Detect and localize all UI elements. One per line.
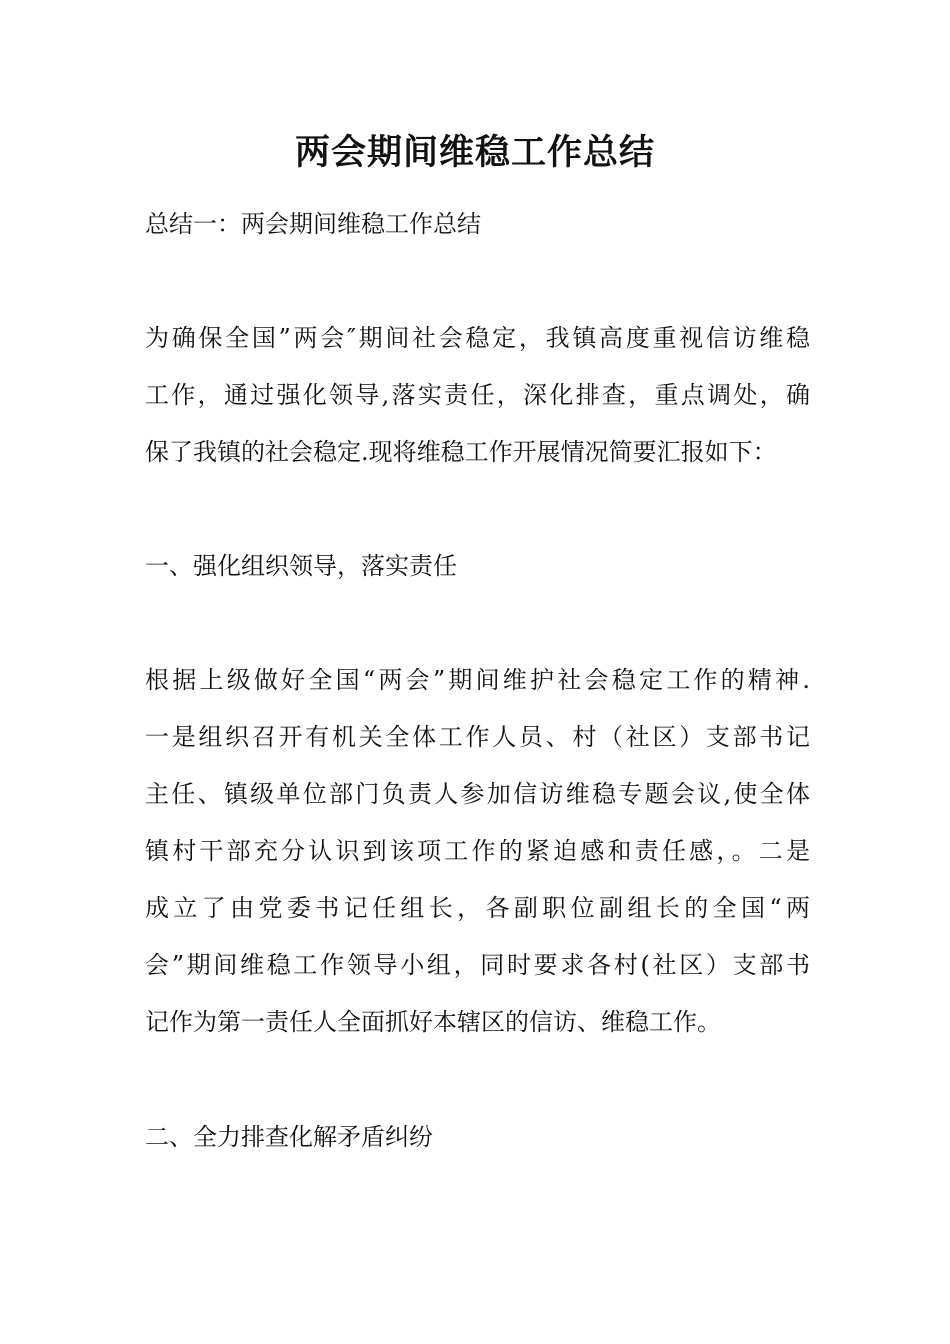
section1-line-6: 会”期间维稳工作领导小组，同时要求各村(社区）支部书 xyxy=(145,951,810,979)
section1-line-1: 根据上级做好全国“两会”期间维护社会稳定工作的精神. xyxy=(145,666,810,694)
document-title: 两会期间维稳工作总结 xyxy=(294,132,655,173)
section1-line-7: 记作为第一责任人全面抓好本辖区的信访、维稳工作。 xyxy=(145,1008,721,1036)
summary-subtitle: 总结一：两会期间维稳工作总结 xyxy=(145,210,481,238)
section-heading-2: 二、全力排查化解矛盾纠纷 xyxy=(145,1123,433,1151)
intro-line-1: 为确保全国”两会″期间社会稳定，我镇高度重视信访维稳 xyxy=(145,324,810,352)
section1-line-3: 主任、镇级单位部门负责人参加信访维稳专题会议,使全体 xyxy=(145,780,810,808)
section1-line-4: 镇村干部充分认识到该项工作的紧迫感和责任感，。二是 xyxy=(145,837,810,865)
section1-line-2: 一是组织召开有机关全体工作人员、村（社区）支部书记 xyxy=(145,723,810,751)
section-heading-1: 一、强化组织领导，落实责任 xyxy=(145,552,457,580)
intro-line-2: 工作，通过强化领导,落实责任，深化排查，重点调处，确 xyxy=(145,381,810,409)
intro-line-3: 保了我镇的社会稳定.现将维稳工作开展情况简要汇报如下： xyxy=(145,438,777,466)
section1-line-5: 成立了由党委书记任组长，各副职位副组长的全国“两 xyxy=(145,894,810,922)
